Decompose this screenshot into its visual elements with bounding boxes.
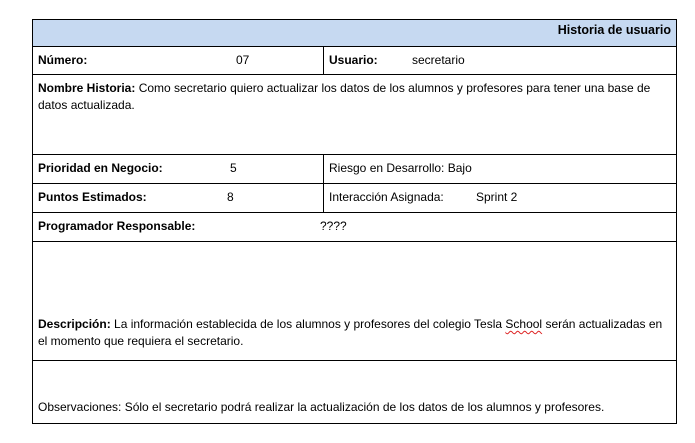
user-story-card bbox=[32, 19, 677, 424]
nombre-historia-label: Nombre Historia: bbox=[38, 81, 136, 95]
row-numero-usuario bbox=[33, 46, 676, 74]
riesgo-text bbox=[329, 161, 472, 175]
card-header bbox=[33, 20, 676, 46]
descripcion-text-after: serán actualizadas en el momento que requiera el secretario. bbox=[38, 317, 663, 348]
descripcion-underlined-word: School bbox=[505, 317, 543, 331]
programador-label: Programador Responsable: bbox=[38, 219, 196, 233]
interaccion-cell bbox=[324, 184, 676, 212]
row-prioridad-riesgo bbox=[33, 154, 676, 183]
puntos-cell bbox=[33, 184, 324, 212]
prioridad-value: 5 bbox=[230, 161, 237, 175]
programador-value: ???? bbox=[320, 219, 347, 233]
riesgo-cell bbox=[324, 155, 676, 183]
usuario-value: secretario bbox=[412, 53, 465, 67]
row-observaciones bbox=[33, 360, 676, 423]
row-programador bbox=[33, 212, 676, 241]
interaccion-label: Interacción Asignada: bbox=[329, 190, 444, 204]
riesgo-value: Bajo bbox=[447, 161, 472, 175]
card-title: Historia de usuario bbox=[557, 23, 671, 37]
riesgo-label: Riesgo en Desarrollo: bbox=[329, 161, 445, 175]
numero-label: Número: bbox=[38, 53, 88, 67]
row-nombre-historia bbox=[33, 74, 676, 154]
descripcion-text bbox=[38, 316, 668, 350]
interaccion-value: Sprint 2 bbox=[476, 190, 518, 204]
numero-value: 07 bbox=[236, 53, 250, 67]
row-descripcion bbox=[33, 241, 676, 360]
descripcion-label: Descripción: bbox=[38, 317, 111, 331]
observaciones-text: Observaciones: Sólo el secretario podrá realizar la actualización de los datos de los alumnos y profesores. bbox=[38, 400, 605, 414]
prioridad-label: Prioridad en Negocio: bbox=[38, 161, 163, 175]
prioridad-cell bbox=[33, 155, 324, 183]
row-puntos-interaccion bbox=[33, 183, 676, 212]
puntos-value: 8 bbox=[227, 190, 234, 204]
nombre-historia-text bbox=[38, 80, 668, 114]
descripcion-text-before: La información establecida de los alumnos y profesores del colegio Tesla bbox=[114, 317, 503, 331]
nombre-historia-value: Como secretario quiero actualizar los datos de los alumnos y profesores para tener una base de datos actualizada. bbox=[38, 81, 651, 112]
usuario-cell bbox=[324, 47, 676, 74]
puntos-label: Puntos Estimados: bbox=[38, 190, 147, 204]
usuario-label: Usuario: bbox=[329, 53, 378, 67]
numero-cell bbox=[33, 47, 324, 74]
